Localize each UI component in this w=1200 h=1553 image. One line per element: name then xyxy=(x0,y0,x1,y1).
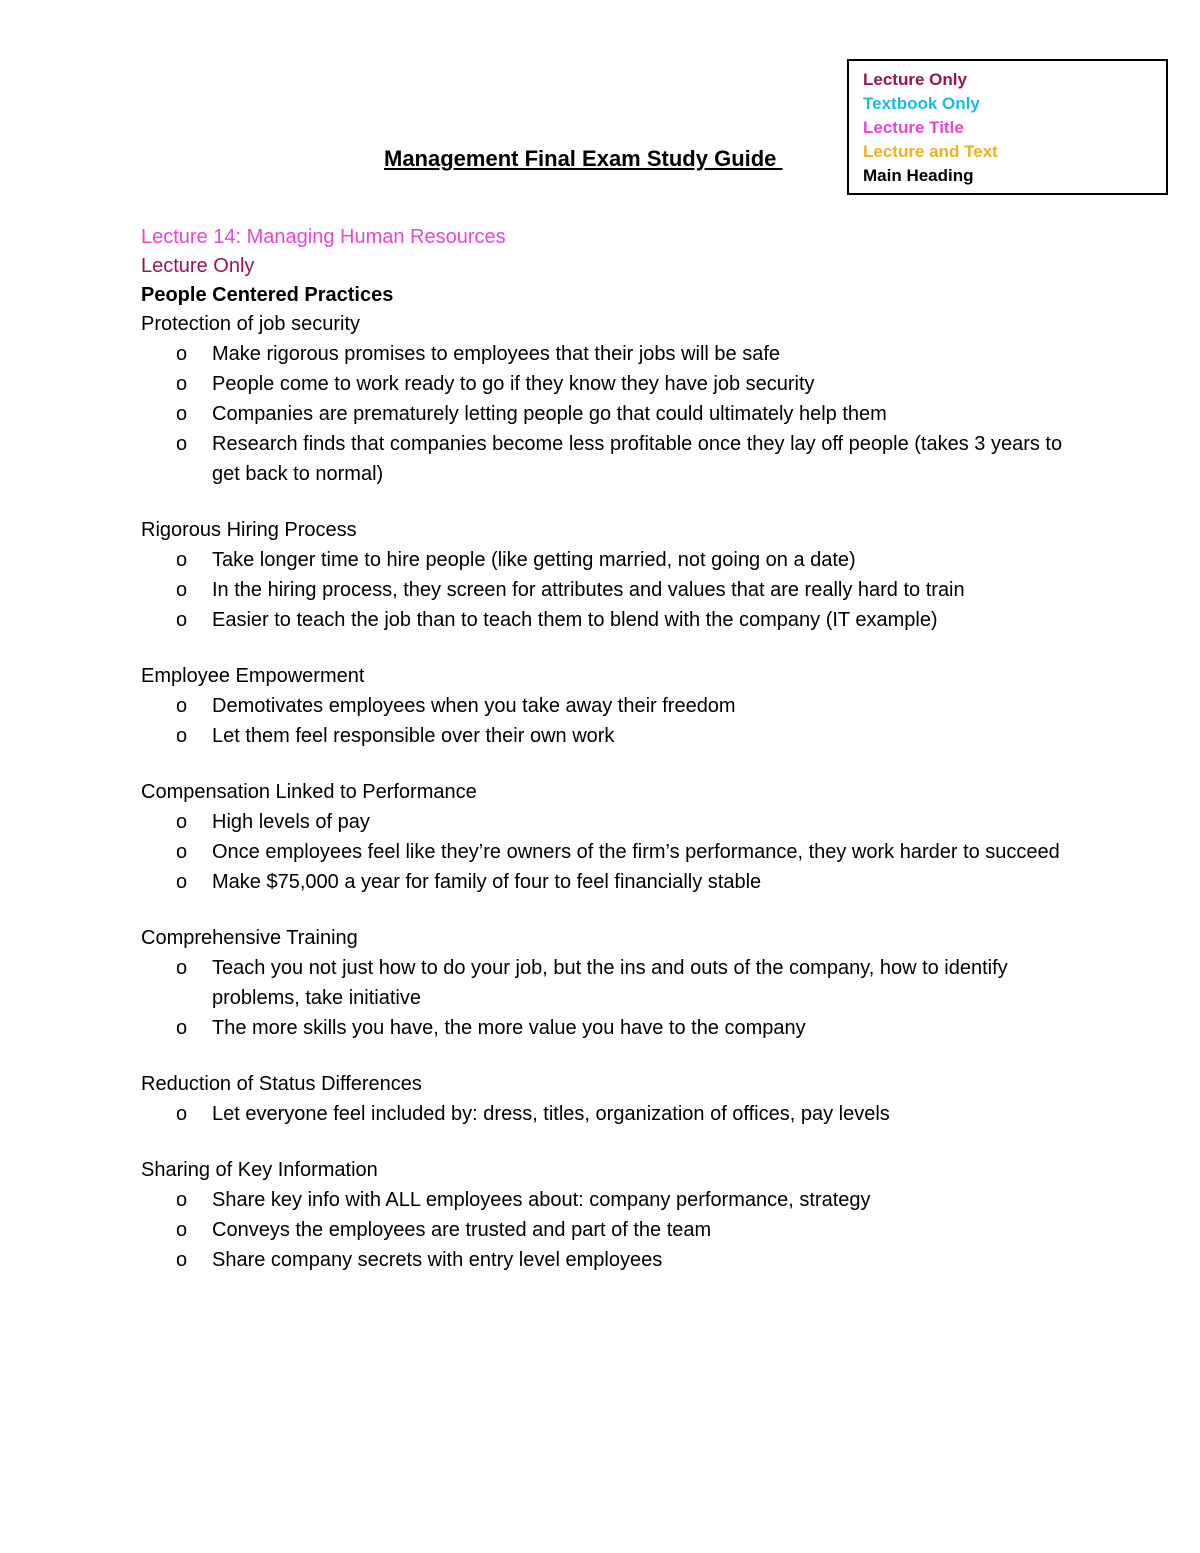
bullet-text: The more skills you have, the more value you have to the company xyxy=(212,1017,806,1039)
list-item xyxy=(141,867,1071,897)
bullet-text: Let them feel responsible over their own work xyxy=(212,725,615,747)
bullet-text: Conveys the employees are trusted and part of the team xyxy=(212,1219,712,1241)
bullet-text: High levels of pay xyxy=(212,811,370,833)
list-item xyxy=(141,1245,1071,1275)
bullet-list xyxy=(141,1099,1071,1129)
list-item xyxy=(141,721,1071,751)
bullet-list xyxy=(141,1185,1071,1275)
list-item xyxy=(141,691,1071,721)
color-legend xyxy=(847,59,1168,195)
legend-item: Lecture Only xyxy=(863,70,967,89)
bullet-text: People come to work ready to go if they know they have job security xyxy=(212,373,815,395)
bullet-marker-icon: o xyxy=(176,725,188,747)
section xyxy=(141,1070,1071,1129)
bullet-text: Make rigorous promises to employees that their jobs will be safe xyxy=(212,343,781,365)
list-item xyxy=(141,575,1071,605)
main-heading: People Centered Practices xyxy=(141,284,394,306)
sections-container xyxy=(141,310,1071,1275)
bullet-text: Make $75,000 a year for family of four to feel financially stable xyxy=(212,871,762,893)
section-heading: Rigorous Hiring Process xyxy=(141,519,357,541)
legend-item: Lecture and Text xyxy=(863,142,998,161)
bullet-marker-icon: o xyxy=(176,403,188,425)
list-item xyxy=(141,369,1071,399)
bullet-marker-icon: o xyxy=(176,695,188,717)
bullet-marker-icon: o xyxy=(176,433,188,455)
section xyxy=(141,778,1071,897)
document-content xyxy=(141,223,1071,1302)
document-title: Management Final Exam Study Guide xyxy=(384,146,783,171)
section-heading: Comprehensive Training xyxy=(141,927,358,949)
list-item xyxy=(141,339,1071,369)
list-item xyxy=(141,429,1071,489)
bullet-marker-icon: o xyxy=(176,811,188,833)
list-item xyxy=(141,837,1071,867)
list-item xyxy=(141,1185,1071,1215)
bullet-text: Teach you not just how to do your job, but the ins and outs of the company, how to identify problems, take initiative xyxy=(212,957,1008,1009)
bullet-marker-icon: o xyxy=(176,871,188,893)
section-heading: Sharing of Key Information xyxy=(141,1159,378,1181)
bullet-text: Take longer time to hire people (like getting married, not going on a date) xyxy=(212,549,856,571)
bullet-list xyxy=(141,691,1071,751)
bullet-marker-icon: o xyxy=(176,841,188,863)
bullet-text: Let everyone feel included by: dress, titles, organization of offices, pay levels xyxy=(212,1103,890,1125)
lecture-only-label: Lecture Only xyxy=(141,255,255,277)
section-heading: Reduction of Status Differences xyxy=(141,1073,422,1095)
bullet-marker-icon: o xyxy=(176,957,188,979)
section xyxy=(141,924,1071,1043)
section xyxy=(141,310,1071,489)
bullet-text: Easier to teach the job than to teach them to blend with the company (IT example) xyxy=(212,609,938,631)
list-item xyxy=(141,1215,1071,1245)
bullet-marker-icon: o xyxy=(176,1249,188,1271)
bullet-marker-icon: o xyxy=(176,1017,188,1039)
bullet-marker-icon: o xyxy=(176,373,188,395)
bullet-list xyxy=(141,953,1071,1043)
bullet-marker-icon: o xyxy=(176,343,188,365)
list-item xyxy=(141,1013,1071,1043)
bullet-list xyxy=(141,339,1071,489)
section xyxy=(141,662,1071,751)
list-item xyxy=(141,399,1071,429)
bullet-text: Demotivates employees when you take away their freedom xyxy=(212,695,736,717)
section-heading: Protection of job security xyxy=(141,313,360,335)
bullet-text: Research finds that companies become less profitable once they lay off people (takes 3 years to get back to normal) xyxy=(212,433,1063,485)
legend-item: Lecture Title xyxy=(863,118,964,137)
legend-item: Textbook Only xyxy=(863,94,980,113)
lecture-title: Lecture 14: Managing Human Resources xyxy=(141,226,506,248)
list-item xyxy=(141,1099,1071,1129)
bullet-text: Companies are prematurely letting people go that could ultimately help them xyxy=(212,403,887,425)
bullet-marker-icon: o xyxy=(176,579,188,601)
bullet-marker-icon: o xyxy=(176,549,188,571)
bullet-marker-icon: o xyxy=(176,1219,188,1241)
bullet-marker-icon: o xyxy=(176,609,188,631)
bullet-text: In the hiring process, they screen for attributes and values that are really hard to train xyxy=(212,579,965,601)
list-item xyxy=(141,605,1071,635)
bullet-text: Once employees feel like they’re owners of the firm’s performance, they work harder to succeed xyxy=(212,841,1060,863)
bullet-text: Share company secrets with entry level employees xyxy=(212,1249,663,1271)
list-item xyxy=(141,953,1071,1013)
bullet-list xyxy=(141,807,1071,897)
bullet-marker-icon: o xyxy=(176,1189,188,1211)
list-item xyxy=(141,545,1071,575)
section xyxy=(141,1156,1071,1275)
legend-item: Main Heading xyxy=(863,166,974,185)
list-item xyxy=(141,807,1071,837)
bullet-text: Share key info with ALL employees about: company performance, strategy xyxy=(212,1189,871,1211)
bullet-marker-icon: o xyxy=(176,1103,188,1125)
section-heading: Employee Empowerment xyxy=(141,665,365,687)
section xyxy=(141,516,1071,635)
section-heading: Compensation Linked to Performance xyxy=(141,781,477,803)
bullet-list xyxy=(141,545,1071,635)
